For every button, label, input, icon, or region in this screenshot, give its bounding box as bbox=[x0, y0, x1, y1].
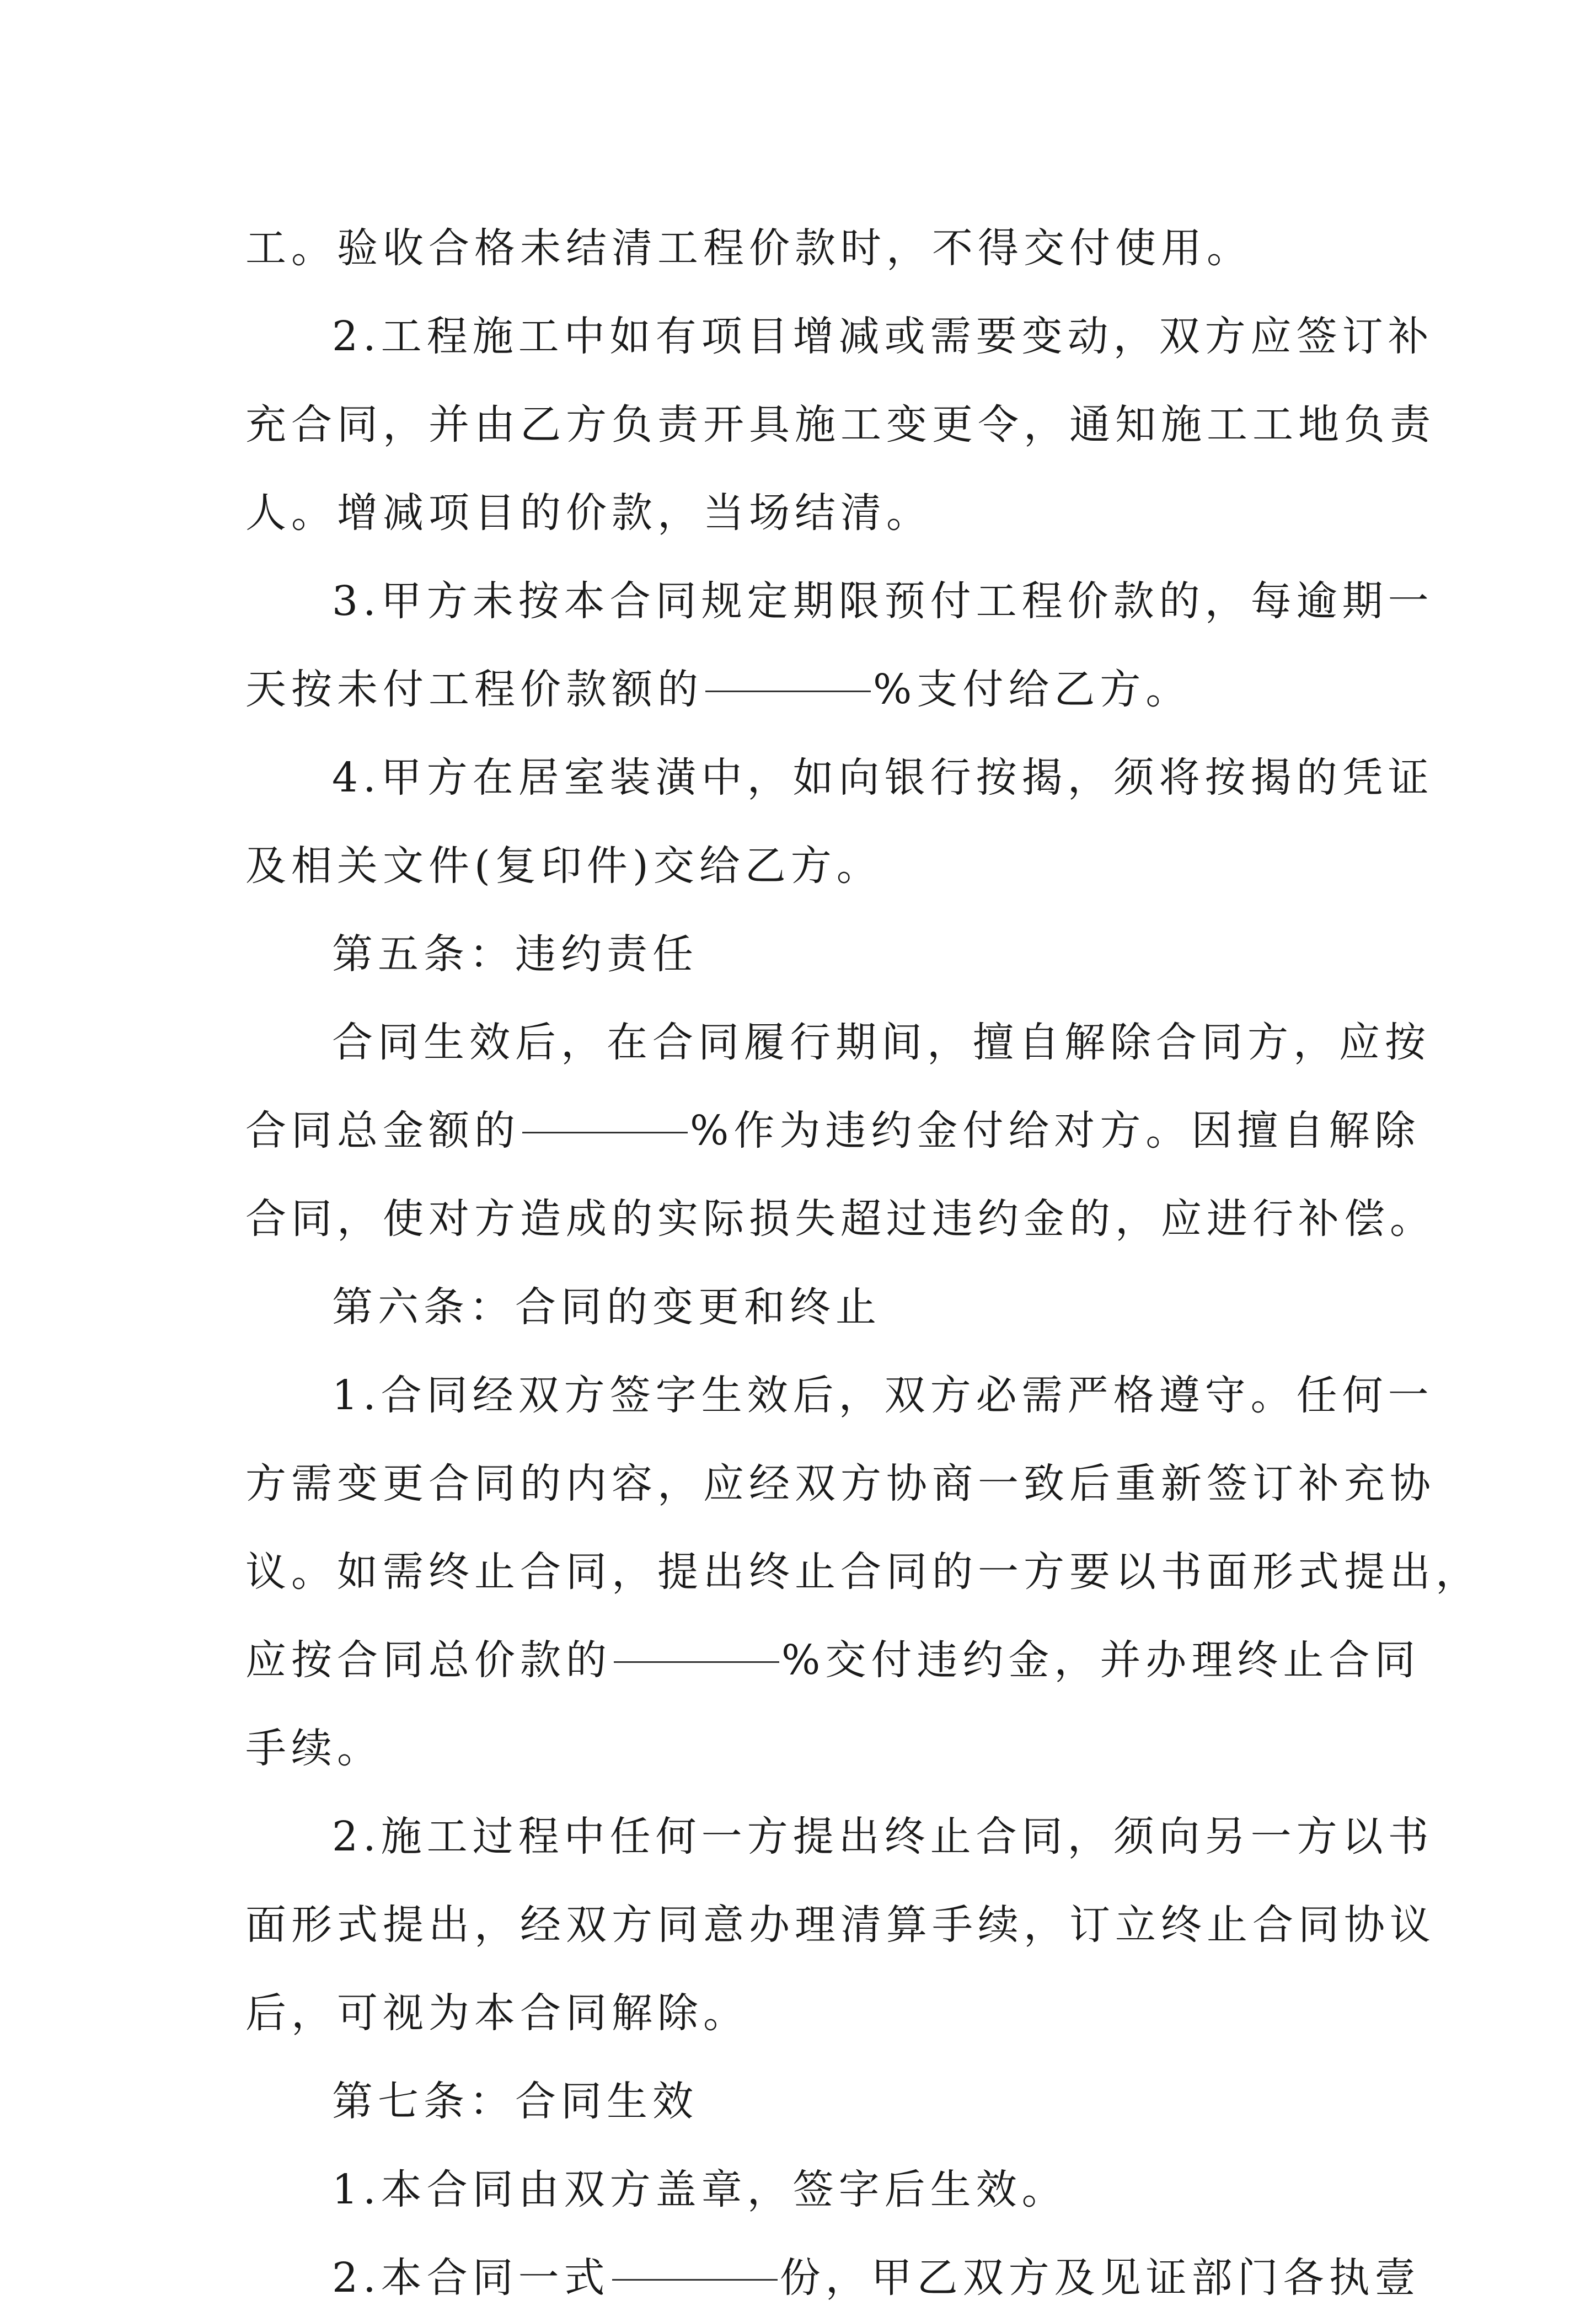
line-text: 应按合同总价款的 bbox=[245, 1636, 612, 1684]
line-text: 充合同，并由乙方负责开具施工变更令，通知施工工地负责 bbox=[245, 401, 1436, 448]
line-text: %交付违约金，并办理终止合同 bbox=[781, 1636, 1421, 1684]
document-body bbox=[245, 204, 1481, 2322]
line-text: %作为违约金付给对方。因擅自解除 bbox=[690, 1107, 1421, 1154]
line-text: 合同生效后，在合同履行期间，擅自解除合同方，应按 bbox=[332, 1019, 1431, 1066]
fill-in-blank bbox=[612, 2278, 778, 2281]
line-text: 3.甲方未按本合同规定期限预付工程价款的，每逾期一 bbox=[332, 577, 1434, 625]
paragraph-line bbox=[245, 1704, 1381, 1793]
paragraph-line bbox=[245, 1440, 1436, 1528]
paragraph-line bbox=[245, 557, 1434, 645]
paragraph-line bbox=[245, 1881, 1436, 1969]
paragraph-line bbox=[245, 381, 1436, 469]
section-heading bbox=[245, 910, 1381, 998]
line-text: 面形式提出，经双方同意办理清算手续，订立终止合同协议 bbox=[245, 1901, 1436, 1949]
paragraph-line bbox=[245, 1616, 1421, 1704]
line-text: 合同，使对方造成的实际损失超过违约金的，应进行补偿。 bbox=[245, 1195, 1436, 1243]
line-text: 手续。 bbox=[245, 1725, 383, 1772]
line-text: 2.施工过程中任何一方提出终止合同，须向另一方以书 bbox=[332, 1813, 1434, 1860]
line-text: 合同总金额的 bbox=[245, 1107, 520, 1154]
fill-in-blank bbox=[614, 1661, 779, 1663]
paragraph-line bbox=[245, 1969, 1381, 2057]
paragraph-line bbox=[245, 1351, 1434, 1440]
paragraph-line bbox=[245, 1087, 1421, 1175]
paragraph-line bbox=[245, 292, 1434, 381]
line-text: 议。如需终止合同，提出终止合同的一方要以书面形式提出， bbox=[245, 1548, 1481, 1596]
line-text: 及相关文件(复印件)交给乙方。 bbox=[245, 842, 882, 890]
line-text: 人。增减项目的价款，当场结清。 bbox=[245, 489, 932, 537]
heading-text: 第七条：合同生效 bbox=[332, 2078, 698, 2125]
paragraph-line bbox=[245, 822, 1381, 910]
line-text: 2.工程施工中如有项目增减或需要变动，双方应签订补 bbox=[332, 313, 1434, 360]
line-text: 1.合同经双方签字生效后，双方必需严格遵守。任何一 bbox=[332, 1372, 1434, 1419]
paragraph-line bbox=[245, 1793, 1434, 1881]
line-text: 2.本合同一式 bbox=[332, 2254, 610, 2302]
paragraph-line bbox=[245, 645, 1381, 734]
paragraph-line bbox=[245, 204, 1381, 292]
paragraph-line bbox=[245, 1528, 1481, 1616]
fill-in-blank bbox=[705, 690, 871, 692]
fill-in-blank bbox=[522, 1131, 688, 1133]
paragraph-line bbox=[245, 2234, 1421, 2322]
line-text: 工。验收合格未结清工程价款时，不得交付使用。 bbox=[245, 224, 1252, 272]
paragraph-line bbox=[245, 998, 1431, 1087]
heading-text: 第六条：合同的变更和终止 bbox=[332, 1283, 881, 1331]
paragraph-line bbox=[245, 2146, 1381, 2234]
line-text: 天按未付工程价款额的 bbox=[245, 666, 703, 713]
paragraph-line bbox=[245, 734, 1434, 822]
paragraph-line bbox=[245, 469, 1381, 557]
section-heading bbox=[245, 2057, 1381, 2146]
line-text: 方需变更合同的内容，应经双方协商一致后重新签订补充协 bbox=[245, 1460, 1436, 1507]
line-text: 1.本合同由双方盖章，签字后生效。 bbox=[332, 2166, 1068, 2213]
heading-text: 第五条：违约责任 bbox=[332, 930, 698, 978]
line-text: 后，可视为本合同解除。 bbox=[245, 1989, 749, 2037]
line-text: %支付给乙方。 bbox=[873, 666, 1192, 713]
paragraph-line bbox=[245, 1175, 1436, 1263]
line-text: 份，甲乙双方及见证部门各执壹 bbox=[779, 2254, 1421, 2302]
line-text: 4.甲方在居室装潢中，如向银行按揭，须将按揭的凭证 bbox=[332, 754, 1434, 801]
section-heading bbox=[245, 1263, 1381, 1351]
